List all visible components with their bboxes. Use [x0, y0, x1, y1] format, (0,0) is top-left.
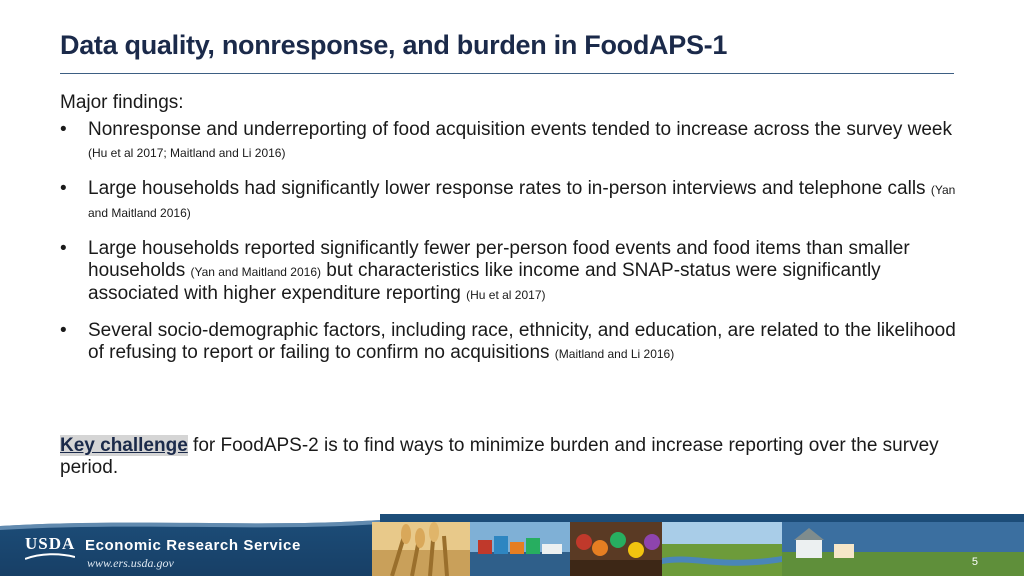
list-item	[60, 238, 960, 306]
footer-banner	[0, 514, 1024, 576]
intro-text: Major findings:	[60, 92, 184, 113]
list-item	[60, 178, 960, 224]
wheat-photo	[372, 522, 470, 576]
bullet-icon: •	[60, 320, 67, 341]
port-photo	[470, 522, 570, 576]
citation: (Hu et al 2017)	[466, 288, 546, 302]
bullet-icon: •	[60, 119, 67, 140]
citation: (Hu et al 2017; Maitland and Li 2016)	[88, 146, 286, 160]
slide-title: Data quality, nonresponse, and burden in FoodAPS-1	[60, 30, 728, 60]
citation: (Maitland and Li 2016)	[554, 347, 675, 361]
citation: (Yan and Maitland 2016)	[88, 183, 956, 220]
key-challenge	[60, 435, 960, 479]
usda-logo-swoosh-icon	[25, 553, 75, 561]
usda-logo: USDA	[25, 534, 76, 553]
wetland-photo	[662, 522, 782, 576]
title-divider	[60, 73, 954, 74]
key-challenge-text: for FoodAPS-2 is to find ways to minimize burden and increase reporting over the survey period.	[60, 435, 939, 478]
bullet-icon: •	[60, 238, 67, 259]
agency-name: Economic Research Service	[85, 537, 301, 554]
photo-strip	[372, 522, 1024, 576]
farmers-market-photo	[570, 522, 662, 576]
finding-text: Nonresponse and underreporting of food acquisition events tended to increase across the survey week	[88, 119, 952, 140]
key-challenge-label: Key challenge	[60, 435, 188, 456]
page-number: 5	[971, 556, 978, 568]
agency-url[interactable]: www.ers.usda.gov	[87, 556, 174, 570]
town-photo	[782, 522, 1024, 576]
finding-text: Large households had significantly lower response rates to in-person interviews and telephone calls	[88, 178, 931, 199]
findings-list	[60, 119, 960, 365]
slide-body	[60, 92, 960, 379]
bullet-icon: •	[60, 178, 67, 199]
finding-text: Large households reported significantly fewer per-person food events and food items than smaller households	[88, 238, 910, 281]
citation: (Yan and Maitland 2016)	[190, 265, 321, 279]
list-item	[60, 320, 960, 365]
finding-text: Several socio-demographic factors, including race, ethnicity, and education, are related to the likelihood of refusing to report or failing to confirm no acquisitions	[88, 320, 956, 363]
finding-text: but characteristics like income and SNAP-status were significantly associated with higher expenditure reporting	[88, 260, 881, 304]
list-item	[60, 119, 960, 164]
